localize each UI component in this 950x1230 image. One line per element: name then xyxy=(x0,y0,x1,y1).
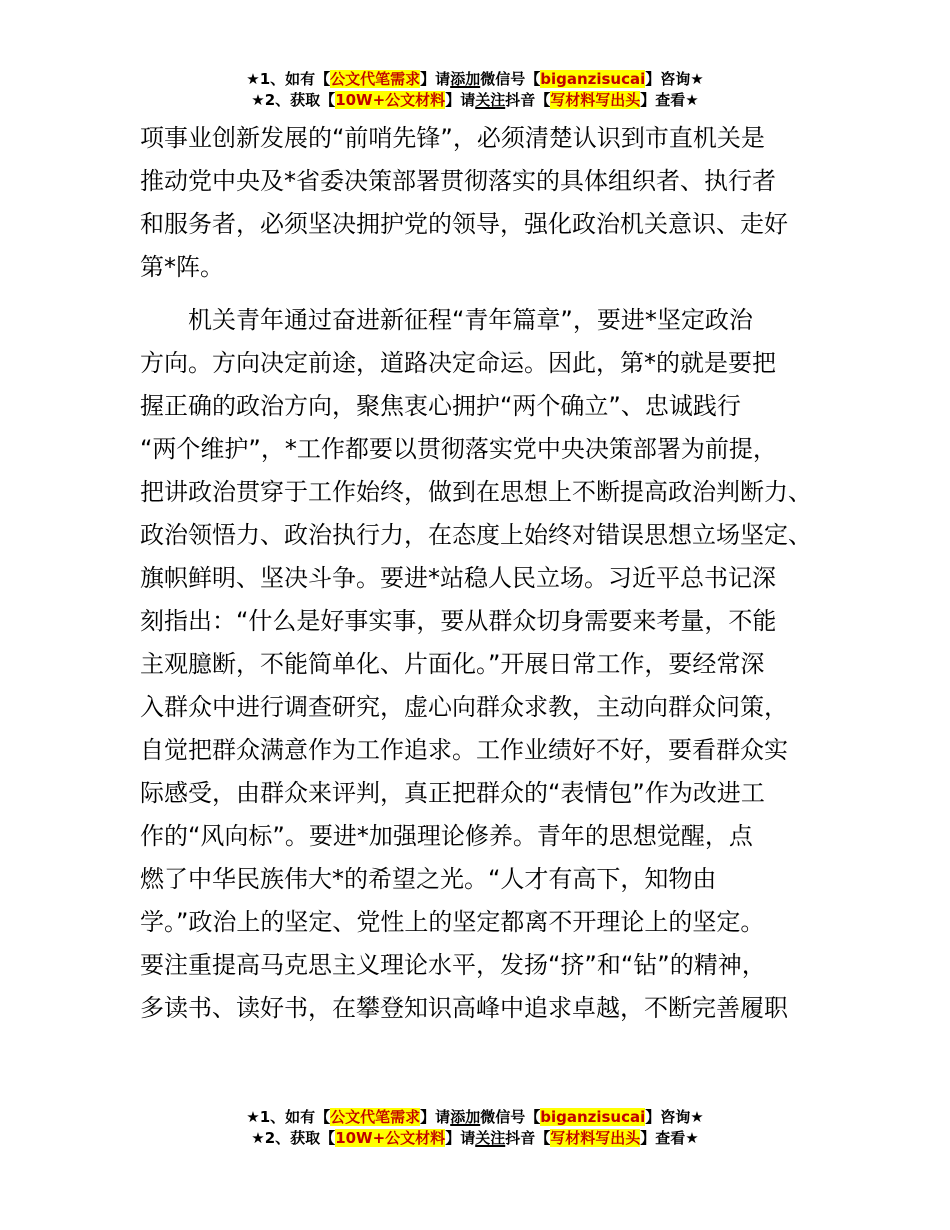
banner-highlight: biganzisucai xyxy=(540,70,646,88)
header-banner xyxy=(0,69,950,111)
banner-underlined: 关注 xyxy=(475,1129,506,1147)
text-line: 方向。方向决定前途，道路决定命运。因此，第*的就是要把 xyxy=(140,349,776,377)
banner-text: 】查看★ xyxy=(640,1129,699,1147)
text-line: 入群众中进行调查研究，虚心向群众求教，主动向群众问策， xyxy=(140,693,788,721)
banner-text: 】请 xyxy=(420,70,451,88)
banner-text: 】请 xyxy=(445,91,476,109)
banner-underlined: 添加 xyxy=(450,70,481,88)
banner-underlined: 添加 xyxy=(450,1108,481,1126)
banner-highlight: 公文代笔需求 xyxy=(330,70,421,88)
banner-highlight: 写材料写出头 xyxy=(550,1129,641,1147)
banner-text: ★2、获取【 xyxy=(251,91,336,109)
banner-highlight: biganzisucai xyxy=(540,1108,646,1126)
banner-text: 】咨询★ xyxy=(645,1108,704,1126)
banner-text: ★2、获取【 xyxy=(251,1129,336,1147)
banner-text: ★1、如有【 xyxy=(246,70,331,88)
text-line: “两个维护”，*工作都要以贯彻落实党中央决策部署为前提， xyxy=(140,435,777,463)
footer-banner xyxy=(0,1107,950,1149)
banner-highlight: 10W+公文材料 xyxy=(335,91,446,109)
text-line: 作的“风向标”。要进*加强理论修养。青年的思想觉醒，点 xyxy=(140,822,753,850)
text-line: 项事业创新发展的“前哨先锋”，必须清楚认识到市直机关是 xyxy=(140,124,765,152)
paragraph-1 xyxy=(140,117,840,289)
document-body xyxy=(140,117,840,1030)
banner-line-2 xyxy=(0,90,950,111)
text-line: 自觉把群众满意作为工作追求。工作业绩好不好，要看群众实 xyxy=(140,736,788,764)
text-line: 第*阵。 xyxy=(140,253,224,281)
banner-text: 】咨询★ xyxy=(645,70,704,88)
text-line: 把讲政治贯穿于工作始终，做到在思想上不断提高政治判断力、 xyxy=(140,478,812,506)
text-line: 要注重提高马克思主义理论水平，发扬“挤”和“钻”的精神， xyxy=(140,951,766,979)
banner-highlight: 10W+公文材料 xyxy=(335,1129,446,1147)
banner-line-1 xyxy=(0,69,950,90)
banner-text: 】请 xyxy=(420,1108,451,1126)
text-line: 政治领悟力、政治执行力，在态度上始终对错误思想立场坚定、 xyxy=(140,521,812,549)
text-line: 机关青年通过奋进新征程“青年篇章”，要进*坚定政治 xyxy=(140,306,753,334)
paragraph-spacer xyxy=(140,289,840,299)
text-line: 主观臆断，不能简单化、片面化。”开展日常工作，要经常深 xyxy=(140,650,765,678)
text-line: 握正确的政治方向，聚焦衷心拥护“两个确立”、忠诚践行 xyxy=(140,392,741,420)
text-line: 旗帜鲜明、坚决斗争。要进*站稳人民立场。习近平总书记深 xyxy=(140,564,776,592)
banner-highlight: 写材料写出头 xyxy=(550,91,641,109)
text-line: 多读书、读好书，在攀登知识高峰中追求卓越，不断完善履职 xyxy=(140,994,788,1022)
banner-text: 】请 xyxy=(445,1129,476,1147)
text-line: 燃了中华民族伟大*的希望之光。“人才有高下，知物由 xyxy=(140,865,717,893)
banner-underlined: 关注 xyxy=(475,91,506,109)
text-line: 和服务者，必须坚决拥护党的领导，强化政治机关意识、走好 xyxy=(140,210,788,238)
banner-text: 微信号【 xyxy=(480,70,541,88)
banner-text: ★1、如有【 xyxy=(246,1108,331,1126)
text-line: 学。”政治上的坚定、党性上的坚定都离不开理论上的坚定。 xyxy=(140,908,765,936)
banner-text: 抖音【 xyxy=(505,91,551,109)
banner-text: 抖音【 xyxy=(505,1129,551,1147)
text-line: 刻指出：“什么是好事实事，要从群众切身需要来考量，不能 xyxy=(140,607,777,635)
paragraph-2 xyxy=(140,299,840,1030)
banner-highlight: 公文代笔需求 xyxy=(330,1108,421,1126)
text-line: 推动党中央及*省委决策部署贯彻落实的具体组织者、执行者 xyxy=(140,167,776,195)
banner-text: 微信号【 xyxy=(480,1108,541,1126)
banner-line-1 xyxy=(0,1107,950,1128)
banner-line-2 xyxy=(0,1128,950,1149)
text-line: 际感受，由群众来评判，真正把群众的“表情包”作为改进工 xyxy=(140,779,765,807)
banner-text: 】查看★ xyxy=(640,91,699,109)
